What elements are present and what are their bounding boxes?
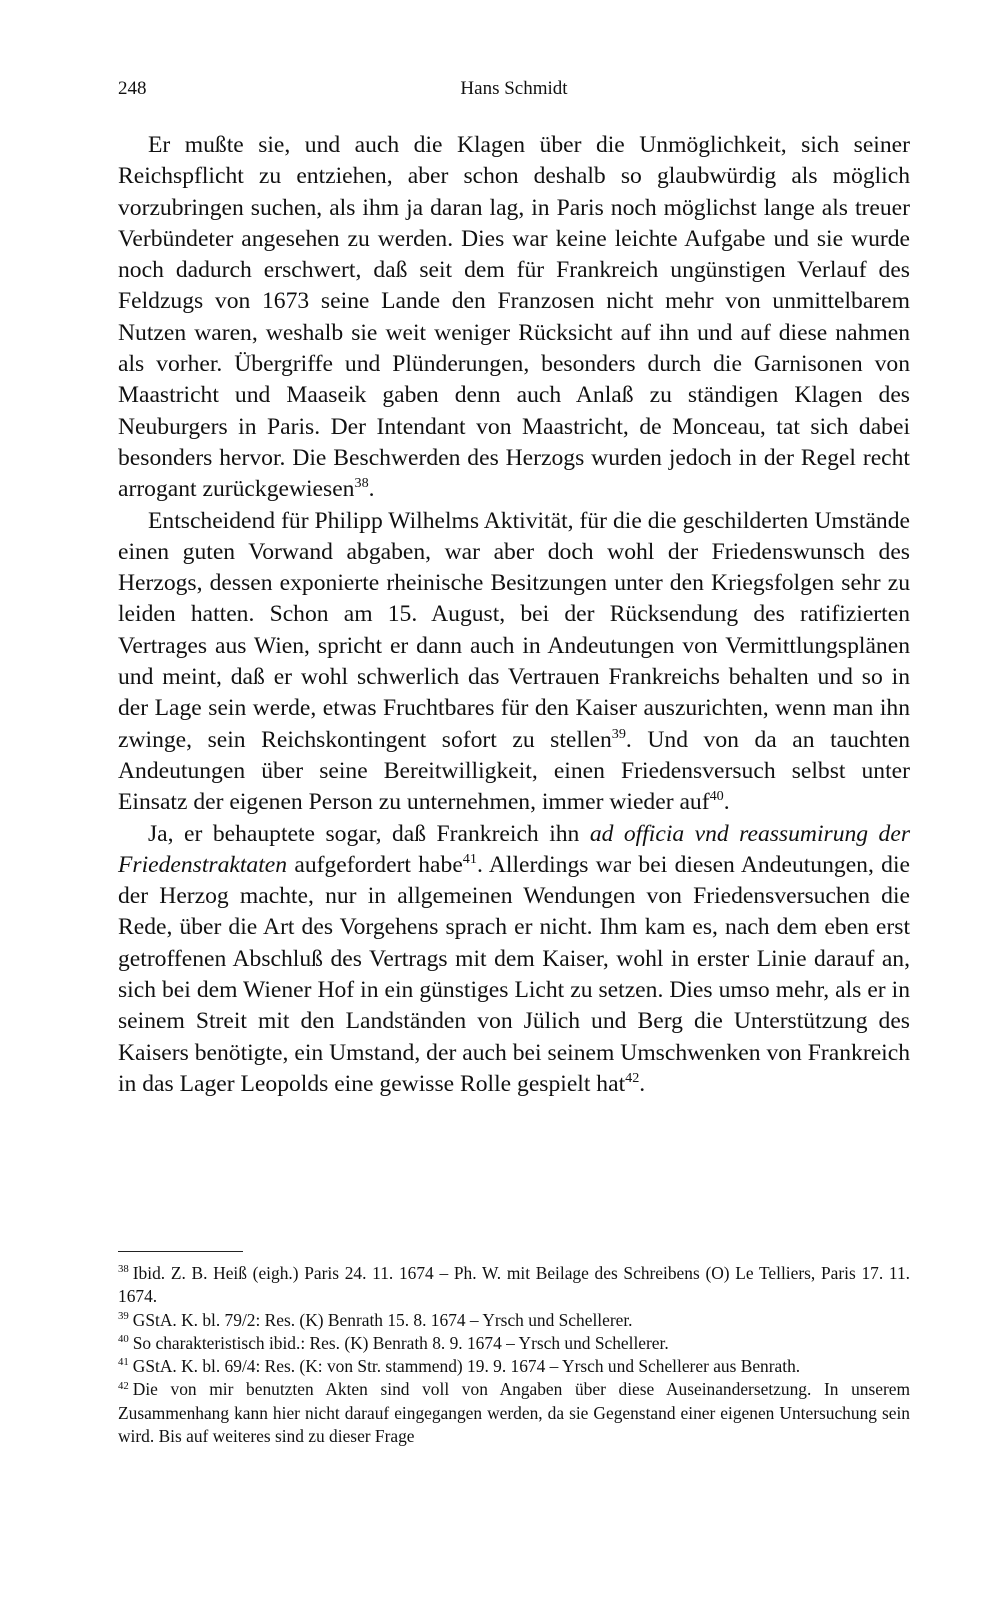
footnote-number: 41 — [118, 1356, 129, 1369]
footnote-divider — [118, 1251, 243, 1252]
footnote — [118, 1309, 910, 1332]
paragraph-2 — [118, 506, 910, 819]
footnote-text: GStA. K. bl. 79/2: Res. (K) Benrath 15. 8. 1674 – Yrsch und Schellerer. — [132, 1309, 633, 1330]
body-text — [118, 130, 910, 1100]
text-run: . — [368, 476, 375, 503]
footnote-text: Die von mir benutzten Akten sind voll von Angaben über diese Auseinandersetzung. In unserem Zusammenhang kann hier nicht darauf eingegangen werden, da sie Gegenstand einer eigenen Untersuchung sein wird. Bis auf weiteres sind zu dieser Frage — [118, 1379, 910, 1447]
text-run: aufgefordert habe — [287, 851, 463, 878]
footnote — [118, 1378, 910, 1448]
footnote-text: So charakteristisch ibid.: Res. (K) Benrath 8. 9. 1674 – Yrsch und Schellerer. — [132, 1332, 669, 1353]
paragraph-1 — [118, 130, 910, 506]
footnote-text: GStA. K. bl. 69/4: Res. (K: von Str. stammend) 19. 9. 1674 – Yrsch und Schellerer aus Benrath. — [132, 1356, 801, 1377]
footnote-ref: 40 — [709, 788, 724, 805]
text-run: Er mußte sie, und auch die Klagen über die Unmöglichkeit, sich seiner Reichspflicht zu entziehen, aber schon deshalb so glaubwürdig als möglich vorzubringen suchen, als ihm ja daran lag, in Paris noch möglichst lange als treuer Verbündeter angesehen zu werden. Dies war keine leichte Aufgabe und sie wurde noch dadurch erschwert, daß seit dem für Frankreich ungünstigen Verlauf des Feldzugs von 1673 seine Lande den Franzosen nicht mehr von unmittelbarem Nutzen waren, weshalb sie weit weniger Rücksicht auf ihn und auf diese nahmen als vorher. Übergriffe und Plünderungen, besonders durch die Garnisonen von Maastricht und Maaseik gaben denn auch Anlaß zu ständigen Klagen des Neuburgers in Paris. Der Intendant von Maastricht, de Monceau, tat sich dabei besonders hervor. Die Beschwerden des Herzogs wurden jedoch in der Regel recht arrogant zurückgewiesen — [118, 132, 910, 503]
footnote-number: 40 — [118, 1333, 129, 1346]
footnote — [118, 1332, 910, 1355]
paragraph-3 — [118, 819, 910, 1101]
footnote-number: 42 — [118, 1379, 129, 1392]
text-run: Ja, er behauptete sogar, daß Frankreich ihn — [148, 820, 590, 847]
footnote — [118, 1262, 910, 1309]
text-run: Entscheidend für Philipp Wilhelms Aktivität, für die die geschilderten Umstände einen guten Vorwand abgaben, war aber doch wohl der Friedenswunsch des Herzogs, dessen exponierte rheinische Besitzungen unter den Kriegsfolgen sehr zu leiden hatten. Schon am 15. August, bei der Rücksendung des ratifizierten Vertrages aus Wien, spricht er dann auch in Andeutungen von Vermittlungsplänen und meint, daß er wohl schwerlich das Vertrauen Frankreichs behalten und so in der Lage sein werde, etwas Fruchtbares für den Kaiser auszurichten, wenn man ihn zwinge, sein Reichskontingent sofort zu stellen — [118, 507, 910, 753]
footnote-ref: 39 — [611, 725, 626, 742]
footnote-ref: 41 — [462, 850, 477, 867]
footnote-number: 38 — [118, 1263, 129, 1276]
footnote-ref: 42 — [625, 1070, 640, 1087]
footnote-ref: 38 — [354, 475, 369, 492]
footnotes — [118, 1262, 910, 1448]
footnote-text: Ibid. Z. B. Heiß (eigh.) Paris 24. 11. 1674 – Ph. W. mit Beilage des Schreibens (O) Le Telliers, Paris 17. 11. 1674. — [118, 1263, 910, 1307]
italic-quote: ad officia vnd reassumirung der Friedenstraktaten — [118, 820, 910, 878]
footnote — [118, 1355, 910, 1378]
text-run: . Und von da an tauchten Andeutungen über seine Bereitwilligkeit, einen Friedensversuch selbst unter Einsatz der eigenen Person zu unternehmen, immer wieder auf — [118, 726, 910, 816]
text-run: . — [723, 789, 730, 816]
footnote-number: 39 — [118, 1309, 129, 1322]
page-header — [118, 78, 910, 104]
text-run: . Allerdings war bei diesen Andeutungen, die der Herzog machte, nur in allgemeinen Wendungen von Friedensversuchen die Rede, über die Art des Vorgehens sprach er nicht. Ihm kam es, nach dem eben erst getroffenen Abschluß des Vertrags mit dem Kaiser, wohl in erster Linie darauf an, sich bei dem Wiener Hof in ein günstiges Licht zu setzen. Dies umso mehr, als er in seinem Streit mit den Landständen von Jülich und Berg die Unterstützung des Kaisers benötigte, ein Umstand, der auch bei seinem Umschwenken von Frankreich in das Lager Leopolds eine gewisse Rolle gespielt hat — [118, 851, 910, 1097]
page-number: 248 — [118, 78, 147, 99]
text-run: . — [639, 1070, 646, 1097]
running-head: Hans Schmidt — [460, 78, 568, 99]
